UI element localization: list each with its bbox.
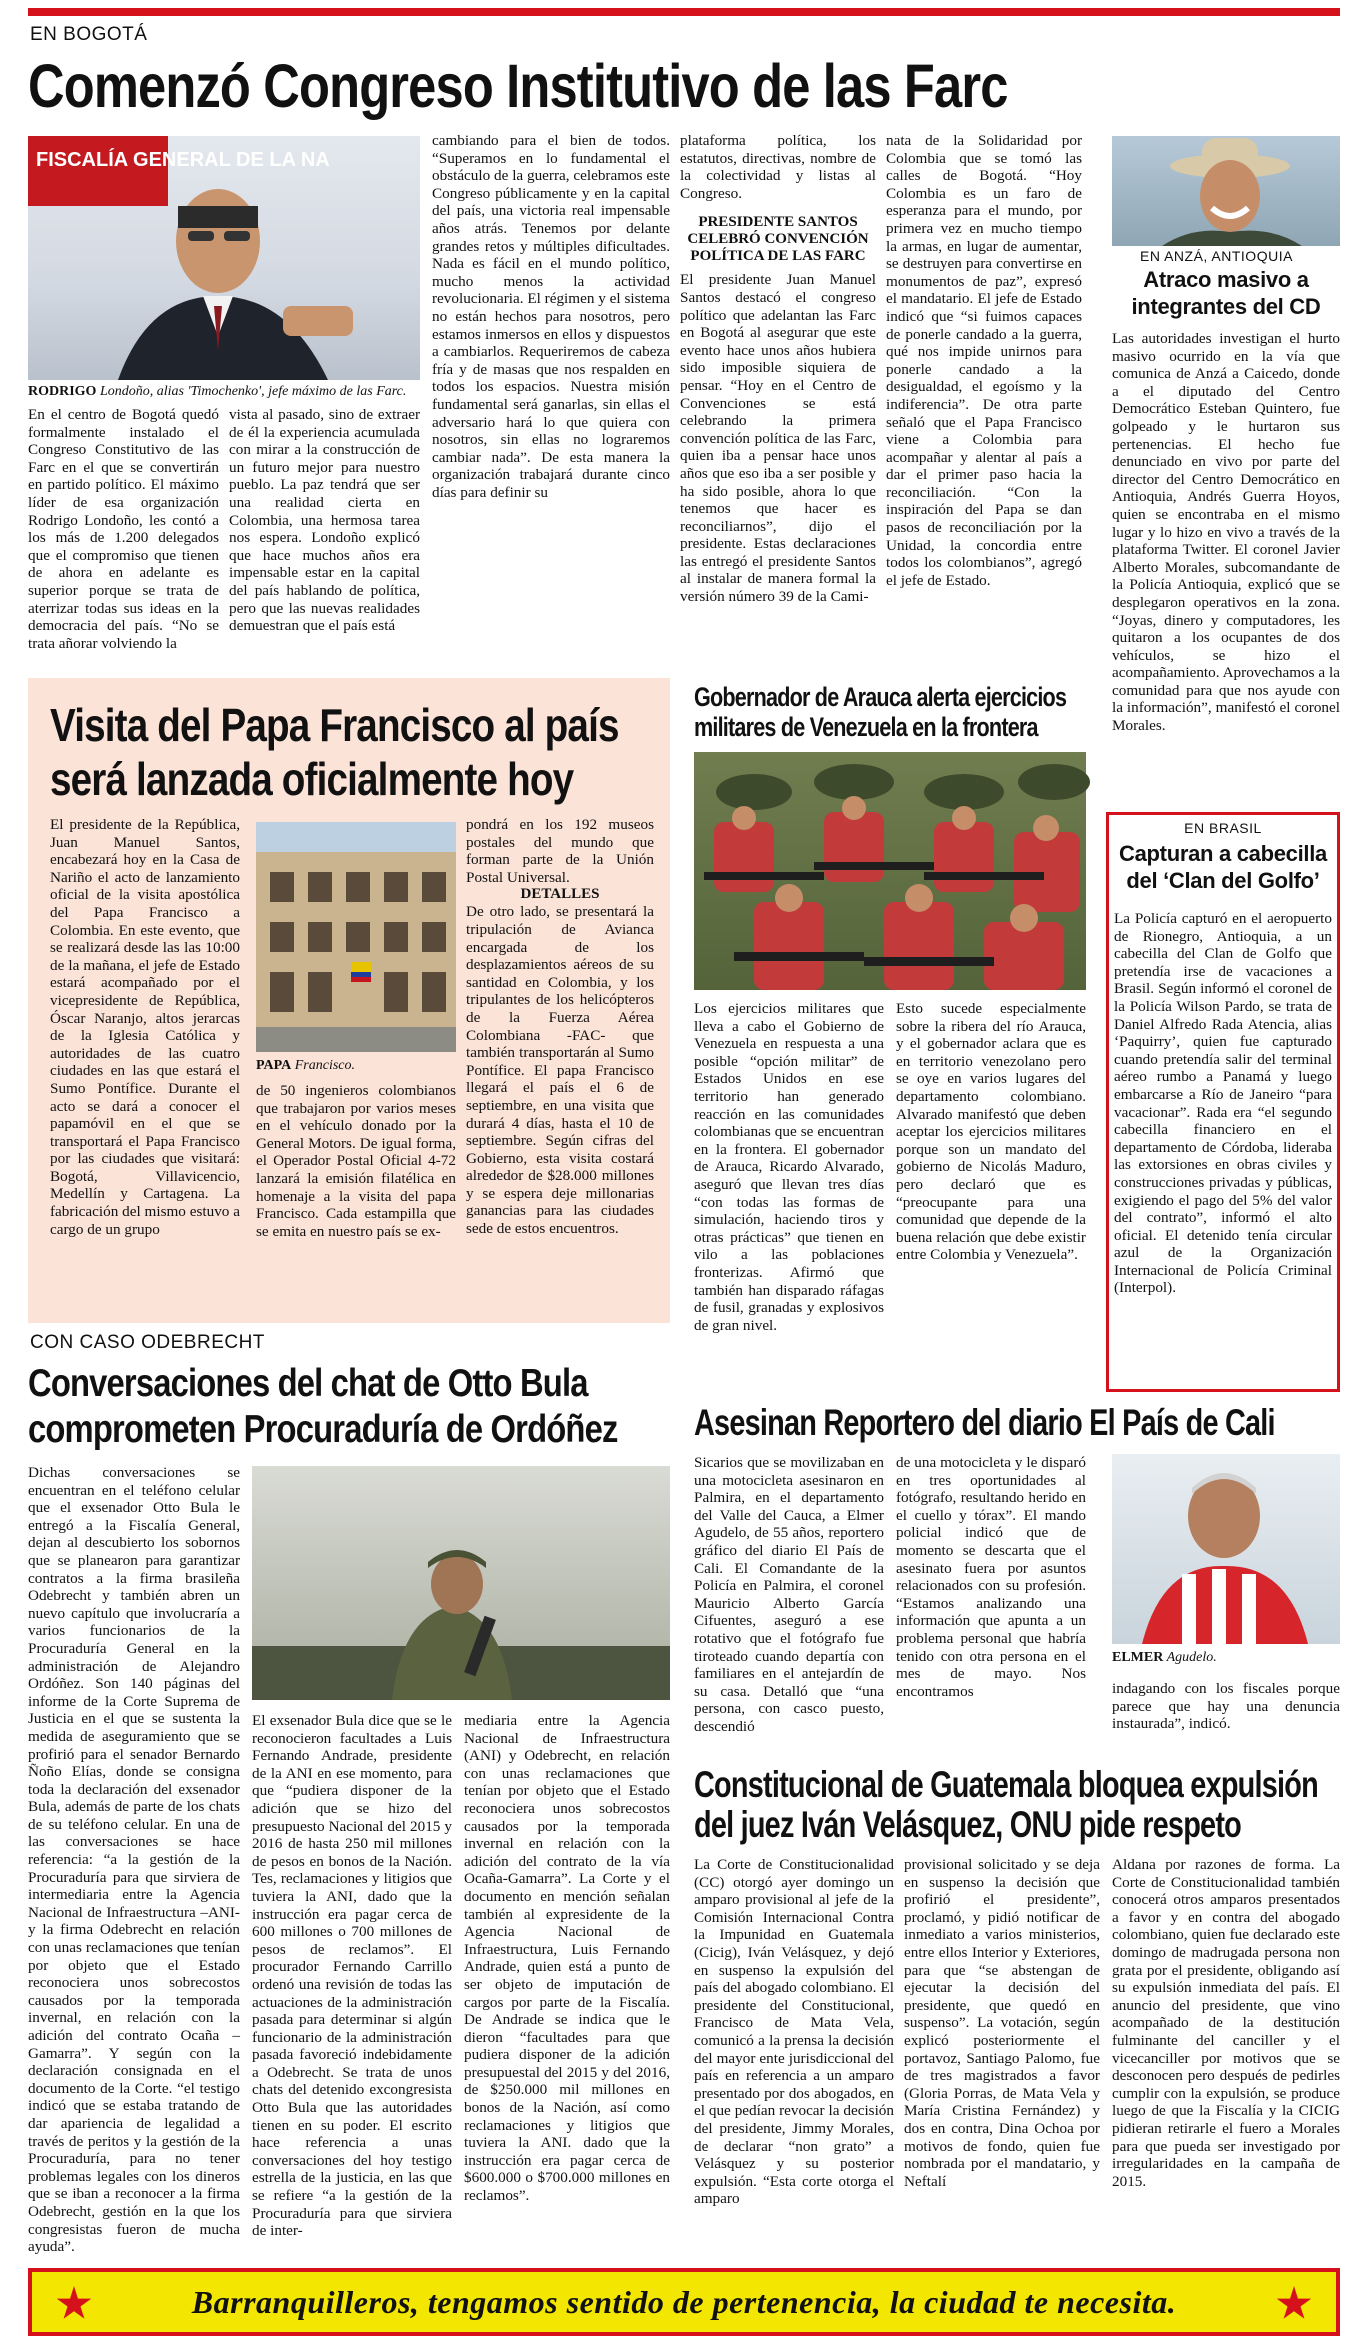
- arauca-headline-2: militares de Venezuela en la frontera: [694, 712, 1038, 742]
- top-color-bar: [28, 8, 1340, 16]
- cali-caption-name: ELMER: [1112, 1650, 1164, 1665]
- brasil-kicker: EN BRASIL: [1184, 820, 1262, 836]
- londono-photo-art: [28, 136, 420, 380]
- cali-photo: [1112, 1454, 1340, 1644]
- papa-col-3-text-a: pondrá en los 192 museos postales del mundo que forman parte de la Unión Postal Universal.: [466, 816, 654, 886]
- papa-photo-art: [256, 822, 456, 1052]
- top-col-2: vista al pasado, sino de extraer de él la experiencia acumulada con mirar a la construcción de un futuro mejor para nuestro pueblo. La paz tendrá que ser una realidad cierta en Colombia, una hermosa tarea nos espera. Londoño explicó que hace muchos años era impensable estar en la capital del país hablando de política, pero que las nuevas realidades demuestran que el país está: [229, 406, 420, 635]
- odebrecht-col-1: Dichas conversaciones se encuentran en el teléfono celular que el exsenador Otto Bula le entregó a la Fiscalía General, dejan al descubierto los sobornos que se planearon para garantizar contratos a la firma brasileña Odebrecht y también abren un nuevo capítulo que involucraría a varios funcionarios de la Procuraduría General en la administración de Alejandro Ordóñez. Son 140 páginas del informe de la Corte Suprema de Justicia en el que se sustenta la medida de aseguramiento que se profirió para el senador Bernardo Ñoño Elías, donde se consigna toda la declaración del exsenador Bula, además de parte de los chats de su teléfono celular. En una de las conversaciones se hace referencia: “a la gestión de la Procuraduría para que sirviera de intermediaria entre la Agencia Nacional de Infraestructura –ANI- y la firma Odebrecht en relación con unas reclamaciones que tenían por objeto que el Estado reconociera unos sobrecostos causados por la temporada invernal, en relación con la adición del contrato Ocaña –Gamarra”. Y según con la declaración consignada en el documento de la Corte. “el testigo indicó que se estaba tratando de dar apariencia de legalidad a través de peritos y la gestión de la Procuraduría, para no tener problemas legales con los dineros que se iban a reconocer a la firma Odebrecht, gestión en la que los congresistas fueron de mucha ayuda”.: [28, 1464, 240, 2256]
- arauca-col-1: Los ejercicios militares que lleva a cabo el Gobierno de Venezuela en respuesta a una posible “opción militar” de Estados Unidos en ese territorio han generado reacción en las comunidades colombianas que se encuentran en la frontera. El gobernador de Arauca, Ricardo Alvarado, aseguró que llevan tres días “con todas las formas de simulación, haciendo tiros y otras prácticas” que tienen en vilo a las poblaciones fronterizas. Afirmó que también han disparado ráfagas de fusil, granadas y explosivos de gran nivel.: [694, 1000, 884, 1334]
- top-col-5: nata de la Solidaridad por Colombia que se tomó las calles de Bogotá. “Hoy Colombia es un faro de esperanza para el mundo, por primera vez en mucho tiempo la armas, en lugar de aumentar, se destruyen para convertirse en monumentos de paz”, expresó el mandatario. El jefe de Estado indicó que “si fuimos capaces de ponerle candado a la guerra, qué nos impide unirnos para ponerle candado a la desigualdad, el egoísmo y la indiferencia”. De otra parte señaló que el Papa Francisco viene a Colombia para acompañar y alentar al país a dar el primer paso hacia la reconciliación. “Con la inspiración del Papa se dan pasos de reconciliación por la Unidad, la concordia entre todos los colombianos”, agregó el jefe de Estado.: [886, 132, 1082, 589]
- arauca-photo: [694, 752, 1086, 990]
- brasil-headline: Capturan a cabecilla del ‘Clan del Golfo’: [1119, 841, 1327, 893]
- odebrecht-col-2: El exsenador Bula dice que se le reconocieron facultades a Luis Fernando Andrade, presidente de la ANI en ese momento, para que “pudiera disponer de la adición que se hizo del presupuesto Nacional del 2015 y 2016 de hasta 250 mil millones de pesos en bonos de la Nación. Tes, reclamaciones y litigios que tuviera la ANI, dado que la instrucción era pagar cerca de 600 millones o 700 millones de pesos de reclamos”. El procurador Fernando Carrillo ordenó una revisión de todas las actuaciones de la administración pasada para determinar si algún funcionario de la administración pasada favoreció indebidamente a Odebrecht. Se trata de unos chats del detenido excongresista Otto Bula que las autoridades tienen en su poder. El escrito hace referencia a unas conversaciones del hoy testigo estrella de la justicia, en las que se refiere “a la gestión de la Procuraduría para que sirviera de inter-: [252, 1712, 452, 2240]
- guatemala-col-3: Aldana por razones de forma. La Corte de Constitucionalidad también conocerá otros amparos presentados a favor y en contra del abogado colombiano, quien fue declarado este domingo de madrugada persona non grata por el presidente, obligando así su expulsión inmediata del país. El anuncio del presidente, que vino acompañado de la destitución fulminante del canciller y el vicecanciller por motivos que se desconocen pero después de pedirles cumplir con la expulsión, se produce luego de que la Fiscalía y la CICIG pidieran retirarle el fuero a Morales para que pueda ser investigado por irregularidades en la campaña de 2015.: [1112, 1856, 1340, 2190]
- photo-sign-text: FISCALÍA GENERAL DE LA NA: [36, 149, 330, 171]
- anza-photo-art: [1112, 136, 1340, 246]
- papa-col-1: El presidente de la República, Juan Manuel Santos, encabezará hoy en la Casa de Nariño el acto de lanzamiento oficial de la visita apostólica del Papa Francisco a Colombia. En este evento, que se realizará desde las las 10:00 de la mañana, el jefe de Estado estará acompañado por el vicepresidente de República, Óscar Naranjo, altos jerarcas de la Iglesia Católica y autoridades de las cuatro ciudades en las que estará el Sumo Pontífice. Durante el acto se dará a conocer el papamóvil en el que se transportará el Papa Francisco por las ciudades que visitará: Bogotá, Villavicencio, Medellín y Cartagena. La fabricación del mismo estuvo a cargo de un grupo: [50, 816, 240, 1238]
- odebrecht-photo: [252, 1466, 670, 1700]
- cali-photo-art: [1112, 1454, 1340, 1644]
- arauca-col-2: Esto sucede especialmente sobre la ribera del río Arauca, y el gobernador aclara que es en territorio venezolano pero se oye en varios lugares del departamento colombiano. Alvarado manifestó que deben aceptar los ejercicios militares porque son un mandato del gobierno de Nicolás Maduro, pero declaró que es “preocupante para una comunidad que depende de la buena relación que debe existir entre Colombia y Venezuela”.: [896, 1000, 1086, 1264]
- top-col-1: En el centro de Bogotá quedó formalmente instalado el Congreso Constitutivo de las Farc en el que se convertirán en partido político. El máximo líder de esa organización Rodrigo Londoño, les contó a los más de 1.200 delegados que el compromiso que tienen de ahora en adelante es superior porque se trata de aterrizar todas sus ideas en la democracia del país. “No se trata añorar volviendo la: [28, 406, 219, 652]
- cali-col-1: Sicarios que se movilizaban en una motocicleta asesinaron en Palmira, en el departamento del Valle del Cauca, a Elmer Agudelo, de 55 años, reportero gráfico del diario El País de Cali. El Comandante de la Policía en Palmira, el coronel Mauricio Alberto García Cifuentes, aseguró a ese rotativo que el fotógrafo fue tiroteado cuando departía con familiares en el antejardín de su casa. Detalló que “una persona, con casco puesto, descendió: [694, 1454, 884, 1735]
- guatemala-col-1: La Corte de Constitucionalidad (CC) otorgó ayer domingo un amparo provisional al jefe de la Comisión Internacional Contra la Impunidad en Guatemala (Cicig), Iván Velásquez, y dejó en suspenso la expulsión del país del abogado colombiano. El presidente del Constitucional, Francisco de Mata Vela, comunicó a la prensa la decisión del mayor ente jurisdiccional del país en referencia a un amparo presentado por dos abogados, en el que pedían revocar la decisión del presidente, Jimmy Morales, de declarar “non grato” a Velásquez y su posterior expulsión. “Esta corte otorga el amparo: [694, 1856, 894, 2208]
- papa-caption-name: PAPA: [256, 1058, 292, 1073]
- guatemala-headline-1: Constitucional de Guatemala bloquea expulsión: [694, 1764, 1318, 1805]
- top-col-4: [680, 132, 876, 664]
- bottom-banner: [28, 2268, 1340, 2336]
- top-col-4-text-b: El presidente Juan Manuel Santos destacó el congreso político que adelantan las Farc en Bogotá al asegurar que este evento hace unos años hubiera sido imposible siquiera de pensar. “Hoy en el Centro de Convenciones se está celebrando la primera convención política de las Farc, quien iba a pensar hace unos años que eso iba a ser posible y ha sido posible, ahora lo que tenemos que hacer es reconciliarnos”, dijo el presidente. Estas declaraciones las entregó el presidente Santos al instalar de manera formal la versión número 39 de la Cami-: [680, 271, 876, 606]
- papa-col-2: de 50 ingenieros colombianos que trabajaron por varios meses en el vehículo donado por la General Motors. De igual forma, el Operador Postal Oficial 4-72 lanzará la emisión filatélica en homenaje a la visita del papa Francisco. Cada estampilla que se emita en nuestro país se ex-: [256, 1082, 456, 1240]
- caption-name: RODRIGO: [28, 384, 97, 399]
- cali-headline: Asesinan Reportero del diario El País de Cali: [694, 1402, 1275, 1443]
- top-col-4-subhead: PRESIDENTE SANTOS CELEBRÓ CONVENCIÓN POLÍTICA DE LAS FARC: [687, 214, 869, 265]
- cali-caption: [1112, 1650, 1340, 1666]
- odebrecht-kicker: CON CASO ODEBRECHT: [30, 1332, 265, 1353]
- top-col-3: cambiando para el bien de todos. “Superamos en lo fundamental el obstáculo de la guerra, celebramos este Congreso públicamente y en la capital del país, una victoria real impensable años atrás. Tenemos por delante grandes retos y múltiples dificultades. Nada es fácil en el mundo político, mucho menos la actividad revolucionaria. El régimen y el sistema no están hechos para nosotros, pero estamos inmersos en ellos y dispuestos a cambiarlos. Requeriremos de cabeza fría y de masas que nos respalden en todos los espacios. Nuestra misión fundamental será ganarlas, sin ellas el adversario hará lo que quiera con nosotros, sin ellas no lograremos cambiar nada”. De esta manera la organización trabajará durante cinco días para definir su: [432, 132, 670, 501]
- papa-headline-2: será lanzada oficialmente hoy: [50, 753, 574, 805]
- brasil-body: La Policía capturó en el aeropuerto de Rionegro, Antioquia, a un cabecilla del Clan de Golfo que pretendía irse de vacaciones a Brasil. Según informó el coronel de la Policía Wilson Pardo, se trata de Daniel Alfredo Rada Atencia, alias ‘Paquirry’, quien fue capturado cuando pretendía salir del terminal aéreo rumbo a Panamá y luego embarcarse a Río de Janeiro “para vacacionar”. Rada era “el segundo cabecilla financiero en el departamento de Córdoba, lideraba las extorsiones en obras civiles y construcciones privadas y públicas, exigiendo el pago del 5% del valor del contrato”, informó el alto oficial. El detenido tenía circular azul de la Organización Internacional de Policía Criminal (Interpol).: [1114, 910, 1332, 1297]
- banner-text: Barranquilleros, tengamos sentido de pertenencia, la ciudad te necesita.: [191, 2283, 1177, 2320]
- londono-photo: [28, 136, 420, 380]
- cali-caption-text: Agudelo.: [1163, 1650, 1217, 1665]
- papa-col-3-text-b: De otro lado, se presentará la tripulación de Avianca encargada de los desplazamientos aéreos de su santidad en Colombia, y los tripulantes de los helicópteros de la Fuerza Aérea Colombiana -FAC- que también transportarán al Sumo Pontífice. El papa Francisco llegará el país el 6 de septiembre, en una visita que durará 4 días, hasta el 10 de septiembre. Según cifras del Gobierno, esta visita costará alrededor de $28.000 millones y se espera deje millonarias ganancias para las ciudades sede de estos encuentros.: [466, 903, 654, 1238]
- anza-headline: Atraco masivo a integrantes del CD: [1131, 267, 1321, 319]
- cali-col-2: de una motocicleta y le disparó en tres oportunidades al fotógrafo, resultando herido en el cuello y tórax”. El mando policial indicó que de momento se descarta que el asesinato fuera por asuntos relacionados con su profesión. “Estamos analizando una información que apunta a un problema personal que habría tenido con otra persona en el mes de mayo. Nos encontramos: [896, 1454, 1086, 1700]
- guatemala-headline-2: del juez Iván Velásquez, ONU pide respeto: [694, 1804, 1241, 1845]
- londono-caption: [28, 384, 420, 400]
- top-col-4-text-a: plataforma política, los estatutos, directivas, nombre de la colectividad y listas al Congreso.: [680, 132, 876, 202]
- papa-col-3: [466, 816, 654, 1310]
- main-headline: Comenzó Congreso Institutivo de las Farc: [28, 52, 1008, 120]
- odebrecht-headline-1: Conversaciones del chat de Otto Bula: [28, 1362, 588, 1405]
- cali-col-3: indagando con los fiscales porque parece que hay una denuncia instaurada”, indicó.: [1112, 1680, 1340, 1733]
- caption-text: Londoño, alias 'Timochenko', jefe máximo de las Farc.: [96, 384, 407, 399]
- anza-kicker: EN ANZÁ, ANTIOQUIA: [1140, 248, 1293, 264]
- papa-caption: [256, 1058, 456, 1074]
- papa-headline-1: Visita del Papa Francisco al país: [50, 699, 619, 751]
- star-icon-right: [1276, 2286, 1312, 2322]
- papa-photo: [256, 822, 456, 1052]
- star-icon-left: [56, 2286, 92, 2322]
- anza-body: Las autoridades investigan el hurto masivo ocurrido en la vía que comunica de Anzá a Caicedo, donde a el diputado del Centro Democrático Esteban Quintero, fue golpeado y le hurtaron sus pertenencias. El hecho fue denunciado en vivo por parte del director del Centro Democrático en Antioquia, Andrés Guerra Hoyos, quien se encontraba en el mismo lugar y lo hizo en vivo a través de la plataforma Twitter. El coronel Javier Alberto Morales, subcomandante de la Policía Antioquia, explicó que se desplegaron operativos en la zona. “Joyas, dinero y computadores, les quitaron a los ocupantes de dos vehículos, se hizo el acompañamiento. Aprovechamos a la comunidad para que nos ayude con la información”, manifestó el coronel Morales.: [1112, 330, 1340, 735]
- odebrecht-photo-art: [252, 1466, 670, 1700]
- guatemala-col-2: provisional solicitado y se deja en suspenso la decisión que profirió el presidente”, proclamó, y pidió notificar de inmediato a varios ministerios, entre ellos Interior y Exteriores, para que “se abstengan de ejecutar la decisión del presidente, que quedó en suspenso”. La votación, según explicó posteriormente el portavoz, Santiago Palomo, fue de tres magistrados a favor (Gloria Porras, de Mata Vela y María Cristina Fernández) y dos en contra, Dina Ochoa por motivos de fondo, quien fue nombrada por el mandatario, y Neftalí: [904, 1856, 1100, 2190]
- papa-col-3-subhead: DETALLES: [520, 886, 600, 903]
- arauca-headline-1: Gobernador de Arauca alerta ejercicios: [694, 682, 1067, 712]
- section-kicker: EN BOGOTÁ: [30, 24, 148, 45]
- papa-caption-text: Francisco.: [291, 1058, 356, 1073]
- arauca-photo-art: [694, 752, 1086, 990]
- odebrecht-col-3: mediaria entre la Agencia Nacional de Infraestructura (ANI) y Odebrecht, en relación con unas reclamaciones que tenían por objeto que el Estado reconociera unos sobrecostos causados por la temporada invernal en relación con la adición del contrato de la vía Ocaña-Gamarra”. La Corte y el documento en mención señalan también al expresidente de la Agencia Nacional de Infraestructura, Luis Fernando Andrade, quien está a punto de ser objeto de imputación de cargos por parte de la Fiscalía. De Andrade se indica que le dieron “facultades para que pudiera disponer de la adición presupuestal del 2015 y del 2016, de $250.000 mil millones en bonos de la Nación, así como reclamaciones y litigios que tuviera la ANI. dado que la instrucción era pagar cerca de $600.000 o $700.000 millones en reclamos”.: [464, 1712, 670, 2205]
- odebrecht-headline-2: comprometen Procuraduría de Ordóñez: [28, 1408, 618, 1451]
- anza-photo: [1112, 136, 1340, 246]
